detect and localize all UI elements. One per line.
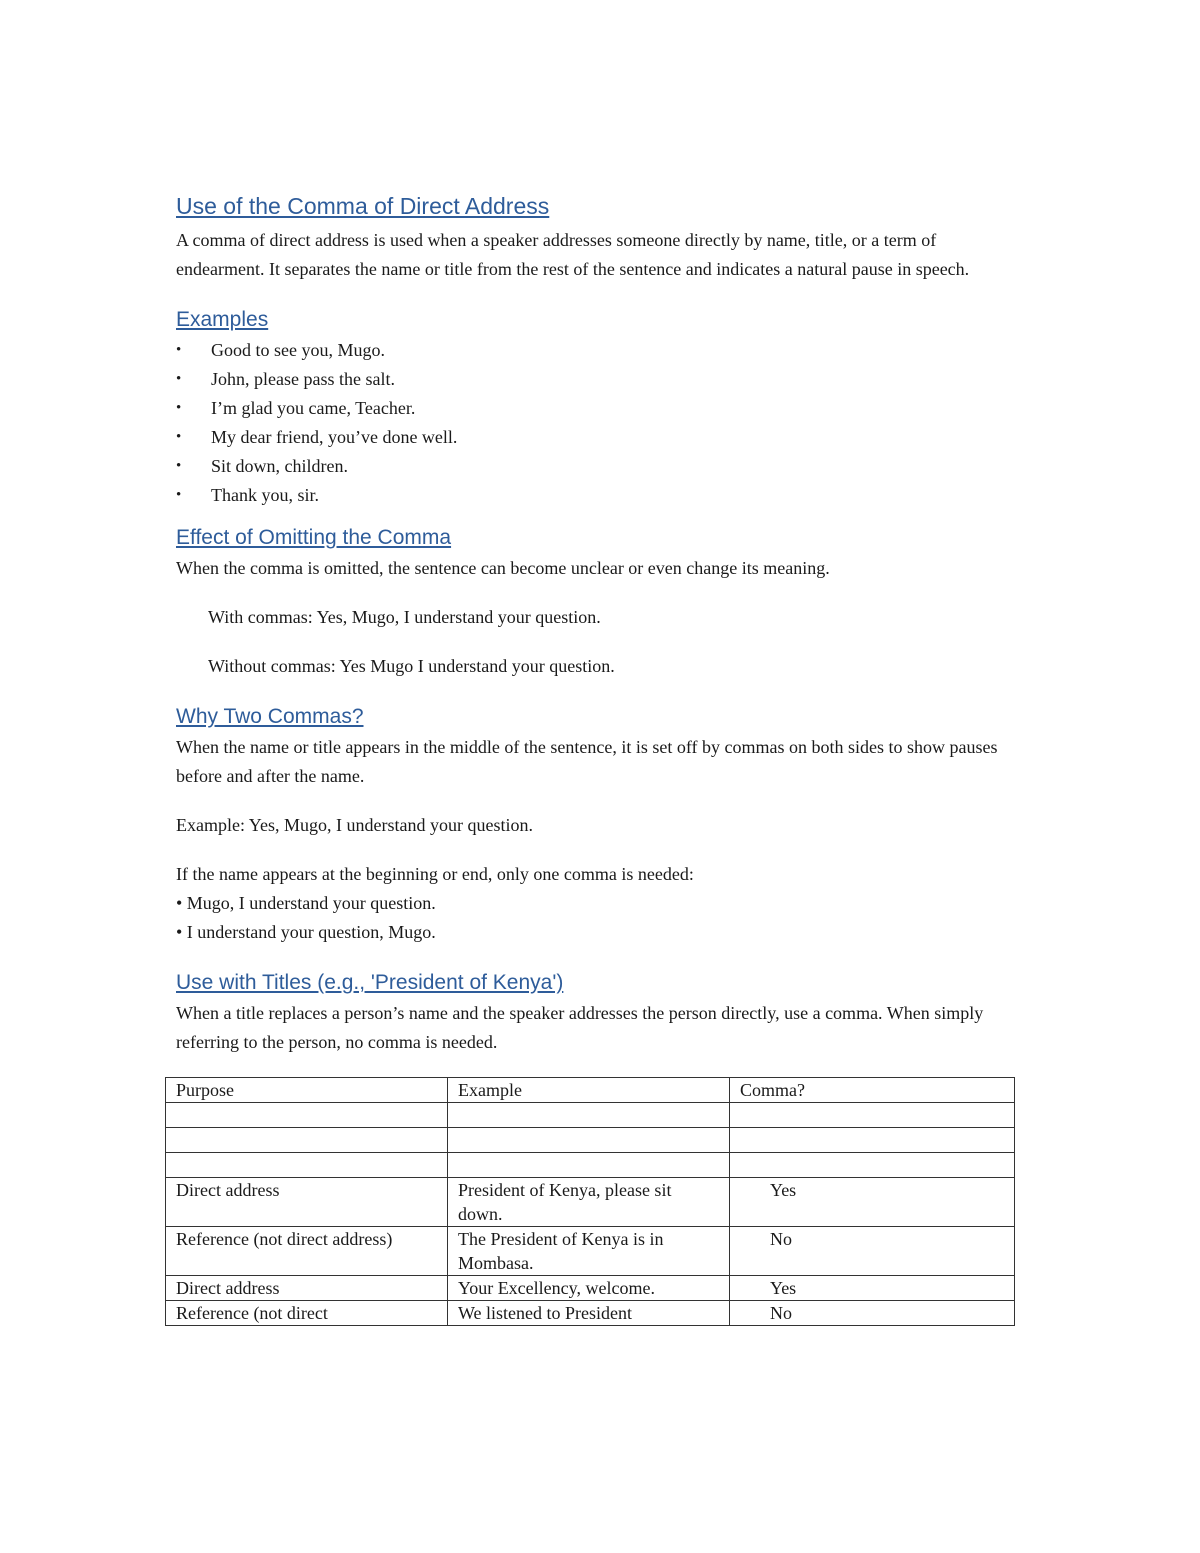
table-cell: No [730,1301,1015,1326]
table-cell [166,1103,448,1128]
one-comma-intro: If the name appears at the beginning or end, only one comma is needed: [176,864,694,884]
table-cell: President of Kenya, please sit down. [448,1178,730,1227]
table-cell [448,1153,730,1178]
list-item: • Sit down, children. [176,452,1016,481]
with-commas-example: With commas: Yes, Mugo, I understand your question. [208,607,601,627]
omitting-paragraph: When the comma is omitted, the sentence can become unclear or even change its meaning. [176,558,830,578]
table-cell: Reference (not direct [166,1301,448,1326]
table-header-cell: Purpose [166,1078,448,1103]
table-row [166,1301,1015,1326]
table-header-cell: Comma? [730,1078,1015,1103]
table-row [166,1276,1015,1301]
table-header-cell: Example [448,1078,730,1103]
heading-why-two-commas: Why Two Commas? [176,705,364,728]
table-cell [730,1153,1015,1178]
bullet-icon: • [176,429,182,445]
table-row [166,1227,1015,1276]
heading-use-with-titles: Use with Titles (e.g., 'President of Kenya') [176,971,564,994]
table-cell [448,1103,730,1128]
heading-examples: Examples [176,308,269,331]
table-row [166,1128,1015,1153]
one-comma-line-1: • Mugo, I understand your question. [176,893,436,913]
document-body [176,190,1016,1326]
one-comma-line-2: • I understand your question, Mugo. [176,922,436,942]
list-item: • Thank you, sir. [176,481,1016,510]
table-cell: No [730,1227,1015,1276]
table-row [166,1103,1015,1128]
list-item: • Good to see you, Mugo. [176,336,1016,365]
table-header-row [166,1078,1015,1103]
table-row [166,1153,1015,1178]
two-commas-paragraph: When the name or title appears in the middle of the sentence, it is set off by commas on both sides to show pauses before and after the name. [176,737,998,786]
table-cell [730,1103,1015,1128]
list-item: • My dear friend, you’ve done well. [176,423,1016,452]
bullet-icon: • [176,371,182,387]
table-cell: We listened to President [448,1301,730,1326]
list-item: • I’m glad you came, Teacher. [176,394,1016,423]
examples-list [176,336,1016,510]
table-row [166,1178,1015,1227]
intro-paragraph: A comma of direct address is used when a speaker addresses someone directly by name, title, or a term of endearment. It separates the name or title from the rest of the sentence and indicates a natural pause in speech. [176,230,970,279]
table-cell [730,1128,1015,1153]
list-item: • John, please pass the salt. [176,365,1016,394]
bullet-icon: • [176,400,182,416]
table-cell [166,1153,448,1178]
table-cell: Yes [730,1178,1015,1227]
table-cell: Reference (not direct address) [166,1227,448,1276]
table-cell [448,1128,730,1153]
heading-effect-of-omitting: Effect of Omitting the Comma [176,526,452,549]
titles-paragraph: When a title replaces a person’s name and the speaker addresses the person directly, use a comma. When simply referring to the person, no comma is needed. [176,1003,984,1052]
table-cell: Direct address [166,1276,448,1301]
bullet-icon: • [176,342,182,358]
without-commas-example: Without commas: Yes Mugo I understand your question. [208,656,615,676]
two-commas-example: Example: Yes, Mugo, I understand your question. [176,815,533,835]
bullet-icon: • [176,458,182,474]
table-cell: The President of Kenya is in Mombasa. [448,1227,730,1276]
bullet-icon: • [176,487,182,503]
comma-usage-table [165,1077,1015,1326]
table-cell: Direct address [166,1178,448,1227]
heading-comma-of-direct-address: Use of the Comma of Direct Address [176,193,550,219]
table-cell: Yes [730,1276,1015,1301]
table-cell: Your Excellency, welcome. [448,1276,730,1301]
table-cell [166,1128,448,1153]
